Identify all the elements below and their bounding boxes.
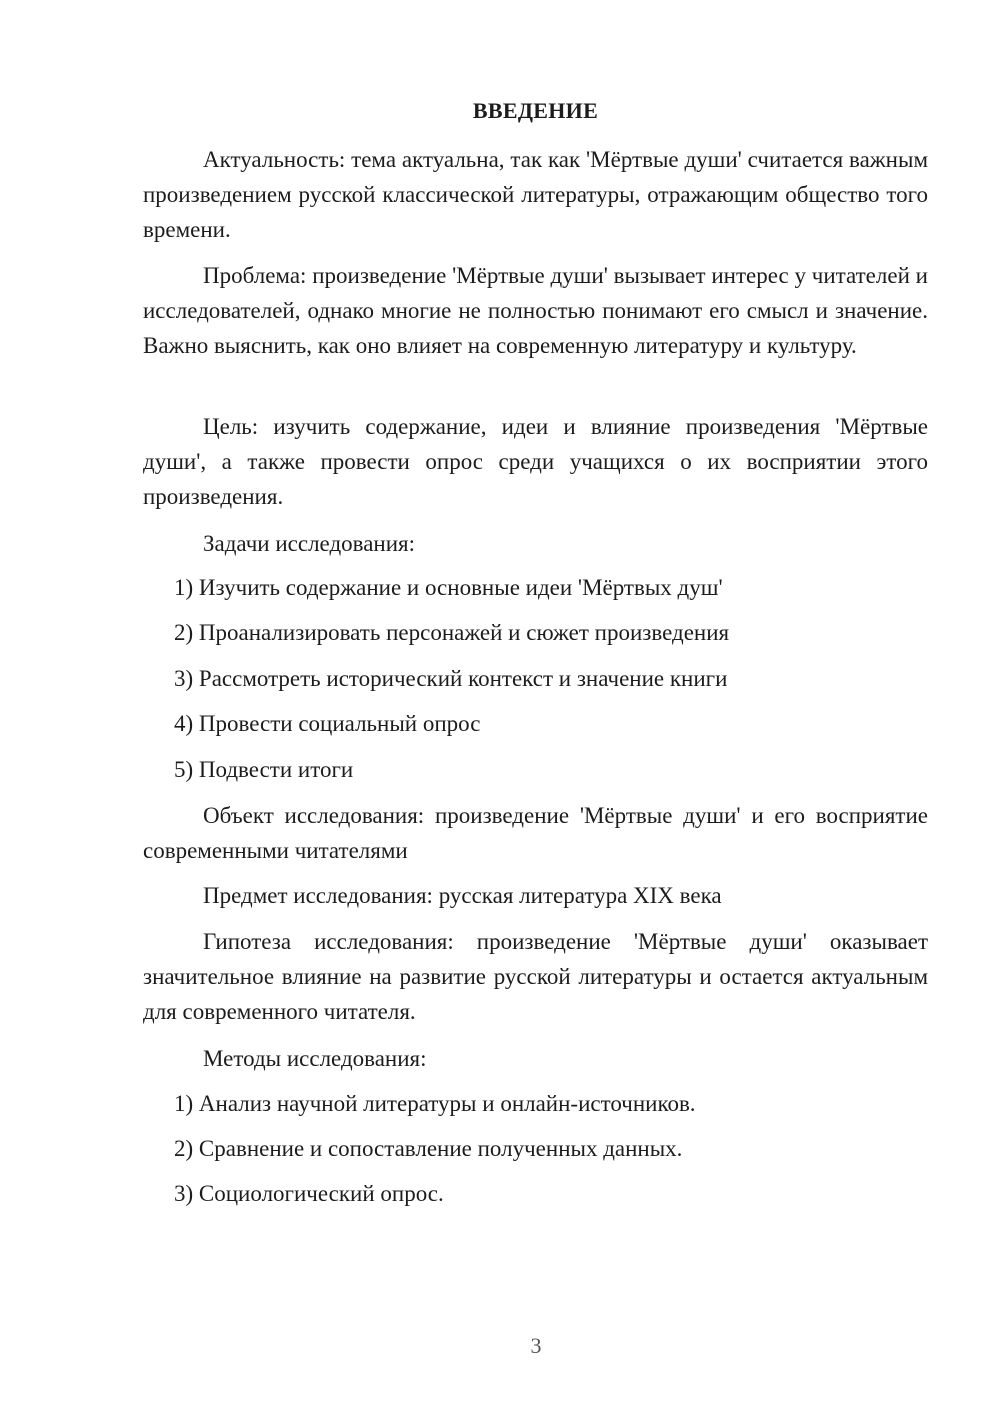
page-number: 3 xyxy=(530,1333,542,1358)
subject-paragraph: Предмет исследования: русская литература XIX века xyxy=(203,883,722,908)
method-item-2: 2) Сравнение и сопоставление полученных данных. xyxy=(174,1136,683,1161)
task-item-3: 3) Рассмотреть исторический контекст и значение книги xyxy=(174,666,728,691)
goal-paragraph: Цель: изучить содержание, идеи и влияние произведения 'Мёртвые души', а также провести опрос среди учащихся о их восприятии этого произведения. xyxy=(143,414,928,509)
task-item-4: 4) Провести социальный опрос xyxy=(174,711,481,736)
problem-paragraph: Проблема: произведение 'Мёртвые души' вызывает интерес у читателей и исследователей, однако многие не полностью понимают его смысл и значение. Важно выяснить, как оно влияет на современную литературу и культуру. xyxy=(143,263,928,358)
page-title: ВВЕДЕНИЕ xyxy=(472,98,599,123)
task-item-1: 1) Изучить содержание и основные идеи 'Мёртвых душ' xyxy=(174,575,723,600)
tasks-heading: Задачи исследования: xyxy=(203,531,416,556)
method-item-1: 1) Анализ научной литературы и онлайн-источников. xyxy=(174,1091,696,1116)
methods-heading: Методы исследования: xyxy=(203,1046,427,1071)
object-paragraph: Объект исследования: произведение 'Мёртвые души' и его восприятие современными читателями xyxy=(143,803,928,863)
task-item-2: 2) Проанализировать персонажей и сюжет произведения xyxy=(174,620,730,645)
method-item-3: 3) Социологический опрос. xyxy=(174,1181,444,1206)
relevance-paragraph: Актуальность: тема актуальна, так как 'Мёртвые души' считается важным произведением русской классической литературы, отражающим общество того времени. xyxy=(143,147,928,242)
hypothesis-paragraph: Гипотеза исследования: произведение 'Мёртвые души' оказывает значительное влияние на развитие русской литературы и остается актуальным для современного читателя. xyxy=(143,929,928,1024)
task-item-5: 5) Подвести итоги xyxy=(174,757,354,782)
